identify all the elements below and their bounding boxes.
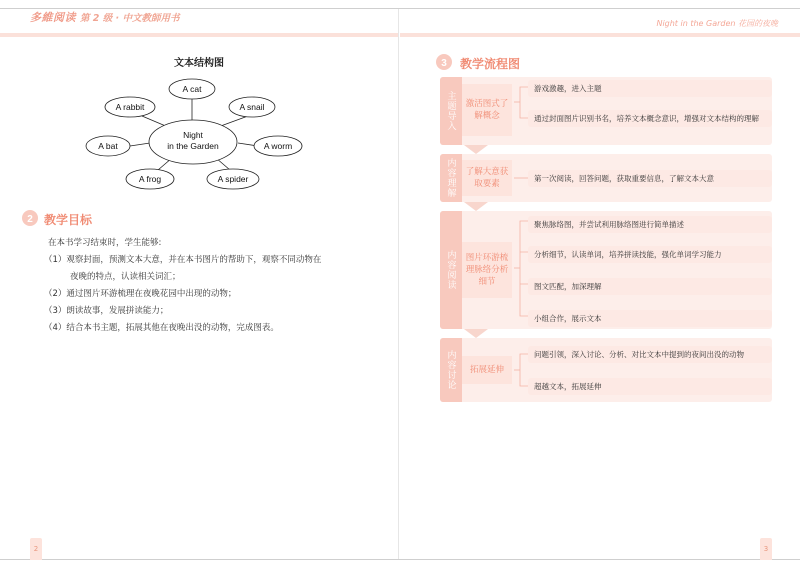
flow-stage-label: 内容讨论 xyxy=(440,338,462,402)
objective-intro: 在本书学习结束时，学生能够: xyxy=(48,238,162,248)
objective-item: 夜晚的特点，认读相关词汇； xyxy=(70,272,181,282)
node-cat: A cat xyxy=(182,84,202,94)
flow-stage-label: 内容理解 xyxy=(440,154,462,202)
page-number-left: 2 xyxy=(30,538,42,560)
objective-item: （2）通过图片环游梳理在夜晚花园中出现的动物； xyxy=(44,289,237,299)
flow-stage-goal: 了解大意获取要素 xyxy=(462,160,512,196)
flow-arrow xyxy=(464,329,488,338)
svg-text:3: 3 xyxy=(441,58,447,69)
flow-step: 小组合作，展示文本 xyxy=(528,310,772,327)
flow-step: 超越文本，拓展延伸 xyxy=(528,378,772,395)
flow-step: 通过封面图片识别书名，培养文本概念意识，增强对文本结构的理解 xyxy=(528,110,772,127)
flow-step: 问题引领，深入讨论、分析、对比文本中提到的夜间出没的动物 xyxy=(528,346,772,363)
svg-text:2: 2 xyxy=(27,214,33,225)
center-line2: in the Garden xyxy=(167,141,219,151)
flow-stage-goal: 激活图式了解概念 xyxy=(462,84,512,136)
flow-step: 游戏激趣，进入主题 xyxy=(528,80,772,97)
node-spider: A spider xyxy=(217,174,249,184)
flow-arrow xyxy=(464,145,488,154)
series-title: 第 2 级 · 中文教師用书 xyxy=(80,13,180,24)
node-rabbit: A rabbit xyxy=(115,102,145,112)
flow-arrow xyxy=(464,202,488,211)
flow-step: 分析细节，认读单词，培养拼读技能，强化单词学习能力 xyxy=(528,246,772,263)
section3-badge xyxy=(436,54,452,70)
flow-stage-goal: 拓展延伸 xyxy=(462,356,512,384)
page-number-right: 3 xyxy=(760,538,772,560)
node-snail: A snail xyxy=(239,102,265,112)
book-title-header: Night in the Garden 花园的夜晚 xyxy=(656,19,778,28)
flow-stage-label: 内容阅读 xyxy=(440,211,462,329)
section2-title: 教学目标 xyxy=(44,213,93,227)
flow-stage-goal: 图片环游梳理脉络分析细节 xyxy=(462,242,512,298)
objective-item: （1）观察封面，预测文本大意，并在本书图片的帮助下，观察不同动物在 xyxy=(44,255,322,265)
flow-brackets xyxy=(512,78,530,408)
node-frog: A frog xyxy=(138,174,162,184)
mindmap-diagram xyxy=(80,72,320,197)
section2-badge xyxy=(22,210,38,226)
node-bat: A bat xyxy=(98,141,118,151)
center-line1: Night xyxy=(183,130,203,140)
node-worm: A worm xyxy=(263,141,293,151)
header-bar-right xyxy=(400,33,800,37)
flow-step: 聚焦脉络图，并尝试利用脉络图进行简单描述 xyxy=(528,216,772,233)
objective-item: （4）结合本书主题，拓展其他在夜晚出没的动物，完成图表。 xyxy=(44,323,279,333)
flow-stage-label: 主题导入 xyxy=(440,77,462,145)
objective-item: （3）朗读故事，发展拼读能力； xyxy=(44,306,169,316)
flow-step: 第一次阅读，回答问题，获取重要信息，了解文本大意 xyxy=(528,170,772,187)
header-bar-left xyxy=(0,33,398,37)
section3-title: 教学流程图 xyxy=(460,57,521,71)
mindmap-title: 文本结构图 xyxy=(174,58,224,69)
flow-step: 图文匹配，加深理解 xyxy=(528,278,772,295)
brand-logo: 多維阅读 xyxy=(30,11,76,24)
